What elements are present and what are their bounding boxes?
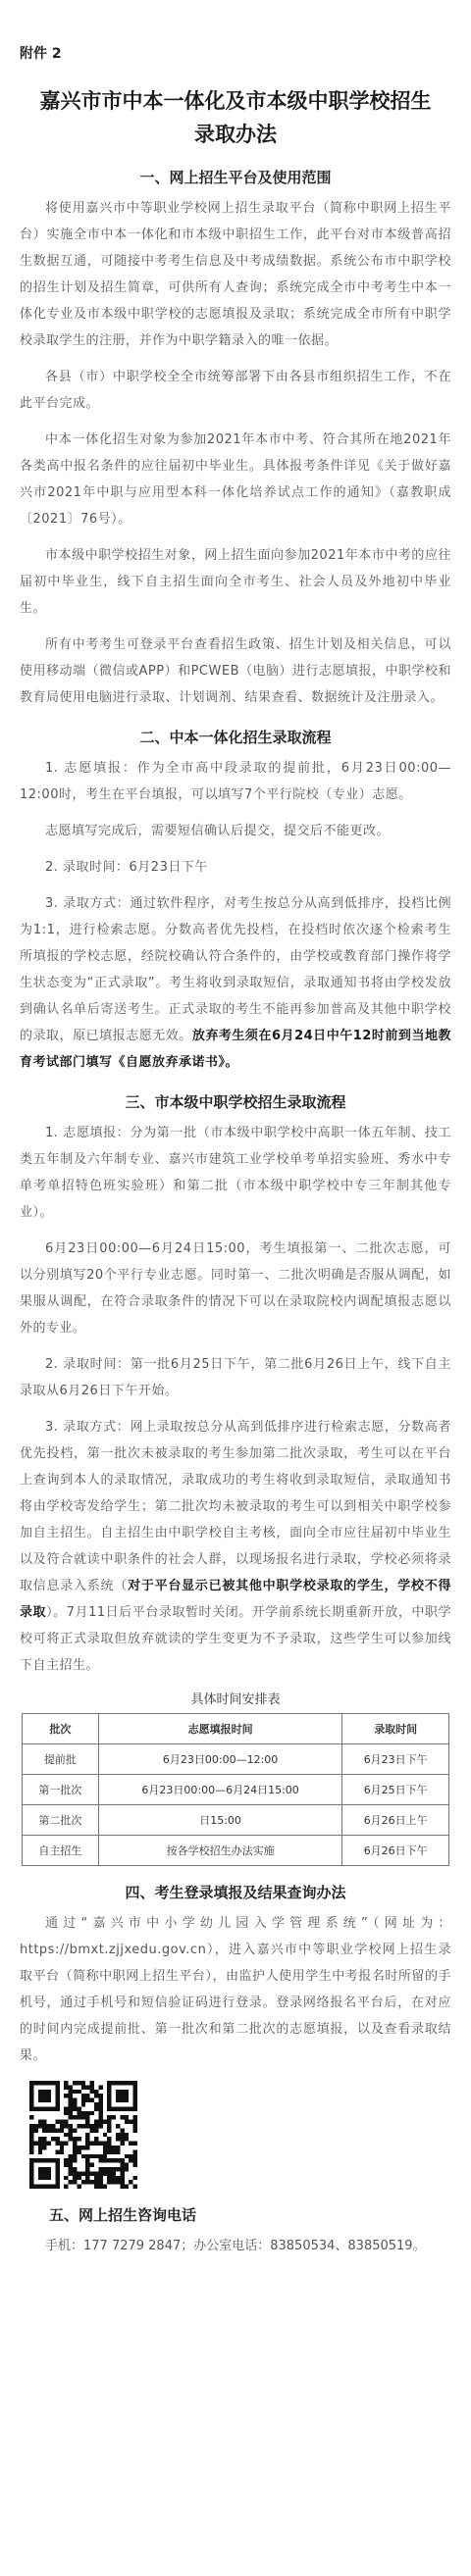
table-row xyxy=(23,1836,449,1866)
section-3-heading: 三、市本级中职学校招生录取流程 xyxy=(125,1093,346,1111)
table-cell: 自主招生 xyxy=(23,1836,99,1866)
table-cell: 日15:00 xyxy=(98,1805,342,1836)
table-cell: 6月26日下午 xyxy=(342,1836,449,1866)
qr-row xyxy=(20,2081,451,2189)
table-row xyxy=(23,1775,449,1805)
section-3-paragraph-4 xyxy=(20,1414,451,1679)
section-3-notice-bold: 对于平台显示已被其他中职学校录取的学生，学校不得录取 xyxy=(20,1579,451,1620)
section-5-heading: 五、网上招生咨询电话 xyxy=(49,2206,197,2224)
table-header-row xyxy=(23,1714,449,1744)
attachment-label: 附件 2 xyxy=(20,46,62,62)
section-3-paragraph-3: 2. 录取时间：第一批6月25日下午，第二批6月26日上午，线下自主录取从6月26日下午开始。 xyxy=(20,1357,451,1398)
section-1-paragraph-1: 将使用嘉兴市中等职业学校网上招生录取平台（简称中职网上招生平台）实施全市中本一体化和市本级中职招生工作，此平台对市本级普高招生数据互通，可随接中考考生信息及中考成绩数据。系统公布市中职学校的招生计划及招生简章，可供所有人查询；系统完成全市中考考生中本一体化专业及市本级中职学校的志愿填报及录取；系统完成全市所有中职学校录取学生的注册，并作为中职学籍录入的唯一依据。 xyxy=(20,201,451,348)
title-line-1: 嘉兴市市中本一体化及市本级中职学校招生 xyxy=(39,89,432,113)
section-1-paragraph-3: 中本一体化招生对象为参加2021年本市中考、符合其所在地2021年各类高中报名条件的应往届初中毕业生。具体报考条件详见《关于做好嘉兴市2021年中职与应用型本科一体化培养试点工作的通知》（嘉教职成〔2021〕76号）。 xyxy=(20,432,451,527)
table-cell: 提前批 xyxy=(23,1744,99,1775)
section-3-paragraph-1: 1. 志愿填报：分为第一批（市本级中职学校中高职一体五年制、技工类五年制及六年制专业、嘉兴市建筑工业学校单考单招实验班、秀水中专单考单招特色班实验班）和第二批（市本级中职学校中专三年制其他专业）。 xyxy=(20,1126,451,1220)
section-2-paragraph-2: 志愿填写完成后，需要短信确认后提交，提交后不能更改。 xyxy=(45,824,391,838)
section-2-heading: 二、中本一体化招生录取流程 xyxy=(139,729,332,746)
table-cell: 6月23日下午 xyxy=(342,1744,449,1775)
section-1-heading: 一、网上招生平台及使用范围 xyxy=(139,169,332,186)
section-3-paragraph-4-text-a: 3. 录取方式：网上录取按总分从高到低排序进行检索志愿，分数高者优先投档，第一批次未被录取的考生参加第二批次录取，考生可以在平台上查询到本人的录取情况，录取成功的考生将收到录取短信，录取通知书将由学校寄发给学生；第二批次均未被录取的考生可以到相关中职学校参加自主招生。自主招生由中职学校自主考核，面向全市应往届初中毕业生以及符合就读中职条件的社会人群，以现场报名进行录取，学校必须将录取信息录入系统（ xyxy=(20,1420,451,1593)
table-cell: 6月23日00:00—6月24日15:00 xyxy=(98,1775,342,1805)
section-2-paragraph-4-text: 3. 录取方式：通过软件程序，对考生按总分从高到低排序，投档比例为1:1，进行检索志愿。分数高者优先投档，在投档时依次逐个检索考生所填报的学校志愿，经院校确认符合条件的，由学校或教育部门操作将学生状态变为“正式录取”。考生将收到录取短信，录取通知书将由学校发放到确认名单后寄送考生。正式录取的考生不能再参加普高及其他中职学校的录取，原已填报志愿无效。 xyxy=(20,896,451,1043)
table-header-cell: 批次 xyxy=(23,1714,99,1744)
section-2-notice-bold: 放弃考生须在6月24日中午12时前到当地教育考试部门填写《自愿放弃承诺书》。 xyxy=(20,1029,451,1070)
section-4-paragraph-1: 通过“嘉兴市中小学幼儿园入学管理系统”（网址为：https://bmxt.zjjxedu.gov.cn），进入嘉兴市中等职业学校网上招生录取平台（简称中职网上招生平台），由监护人使用学生中考报名时所留的手机号，通过手机号和短信验证码进行登录。登录网络报名平台后，在对应的时间内完成提前批、第一批次和第二批次的志愿填报，以及查看录取结果。 xyxy=(20,1916,451,2063)
title-line-2: 录取办法 xyxy=(194,123,277,146)
table-cell: 第一批次 xyxy=(23,1775,99,1805)
section-1-paragraph-5: 所有中考考生可登录平台查看招生政策、招生计划及相关信息，可以使用移动端（微信或APP）和PCWEB（电脑）进行志愿填报，中职学校和教育局使用电脑进行录取、计划调剂、结果查看、数据统计及注册录入。 xyxy=(20,637,451,705)
table-cell: 6月23日00:00—12:00 xyxy=(98,1744,342,1775)
table-cell: 6月25日下午 xyxy=(342,1775,449,1805)
section-1-paragraph-2: 各县（市）中职学校全全市统筹部署下由各县市组织招生工作，不在此平台完成。 xyxy=(20,370,451,411)
section-3-paragraph-4-text-c: ）。7月11日后平台录取暂时关闭。开学前系统长期重新开放，中职学校可将正式录取但放弃就读的学生变更为不予录取，这些学生可以参加线下自主招生。 xyxy=(20,1605,451,1673)
table-header-cell: 录取时间 xyxy=(342,1714,449,1744)
contact-phones: 手机：177 7279 2847；办公室电话：83850534、83850519。 xyxy=(45,2239,426,2253)
section-2-paragraph-3: 2. 录取时间：6月23日下午 xyxy=(45,860,208,875)
section-2-paragraph-4 xyxy=(20,890,451,1076)
table-cell: 6月26日上午 xyxy=(342,1805,449,1836)
section-1-paragraph-4: 市本级中职学校招生对象，网上招生面向参加2021年本市中考的应往届初中毕业生，线下自主招生面向全市考生、社会人员及外地初中毕业生。 xyxy=(20,548,451,616)
table-cell: 按各学校招生办法实施 xyxy=(98,1836,342,1866)
schedule-table xyxy=(22,1713,449,1866)
schedule-table-caption: 具体时间安排表 xyxy=(190,1692,281,1707)
table-cell: 第二批次 xyxy=(23,1805,99,1836)
table-header-cell: 志愿填报时间 xyxy=(98,1714,342,1744)
table-row xyxy=(23,1805,449,1836)
section-3-paragraph-2: 6月23日00:00—6月24日15:00，考生填报第一、二批次志愿，可以分别填写20个平行专业志愿。同时第一、二批次明确是否服从调配，如果服从调配，在符合录取条件的情况下可以在录取院校内调配填报志愿以外的专业。 xyxy=(20,1241,451,1336)
table-row xyxy=(23,1744,449,1775)
qr-code-icon[interactable] xyxy=(29,2081,137,2189)
document-title xyxy=(20,84,451,151)
section-4-heading: 四、考生登录填报及结果查询办法 xyxy=(125,1884,346,1901)
section-2-paragraph-1: 1. 志愿填报：作为全市高中段录取的提前批，6月23日00:00—12:00时，考生在平台填报，可以填写7个平行院校（专业）志愿。 xyxy=(20,761,451,802)
